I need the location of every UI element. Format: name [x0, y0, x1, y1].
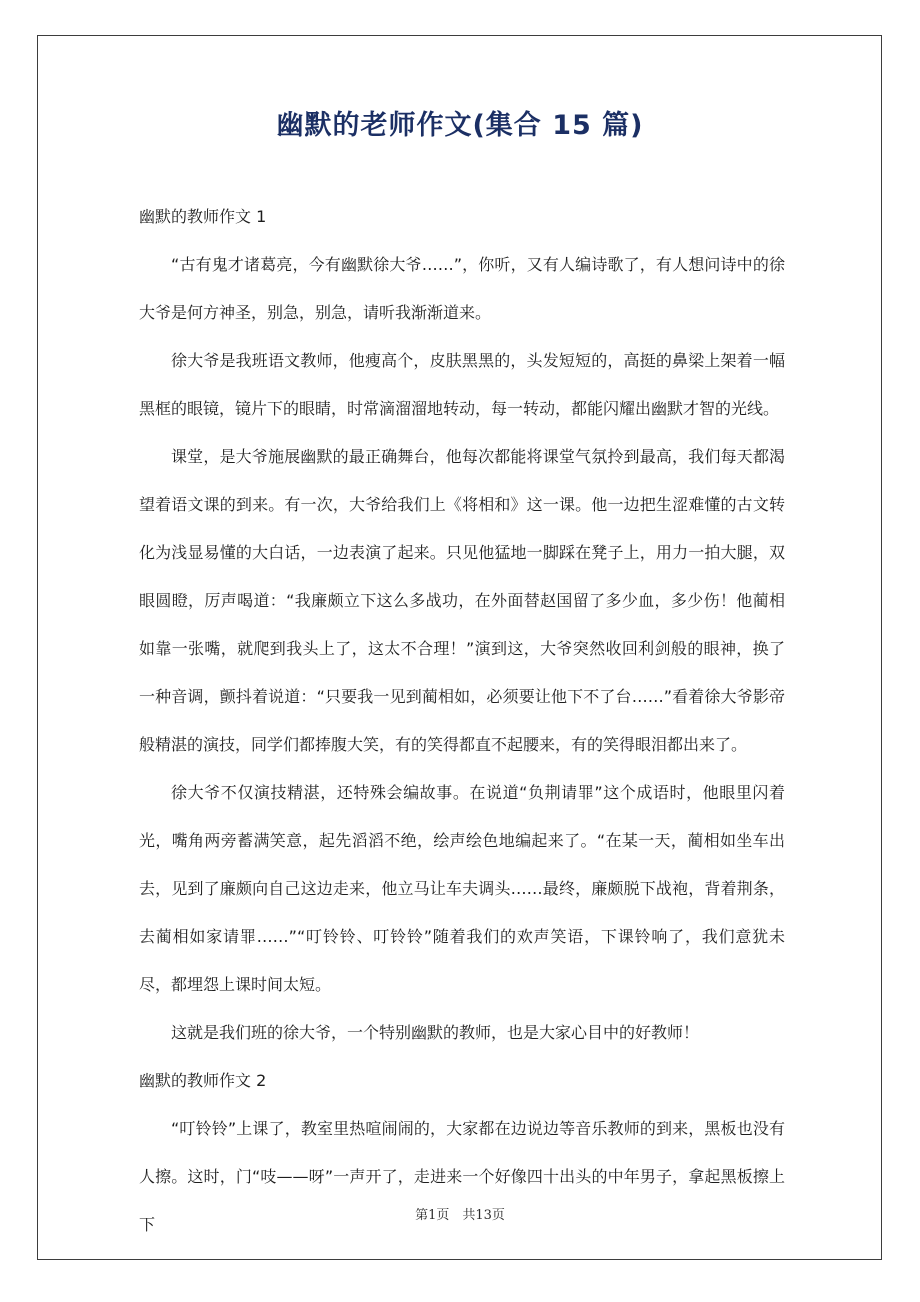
- paragraph: 徐大爷不仅演技精湛，还特殊会编故事。在说道“负荆请罪”这个成语时，他眼里闪着光，嘴角两旁蓄满笑意，起先滔滔不绝，绘声绘色地编起来了。“在某一天，蔺相如坐车出去，见到了廉颇向自己这边走来，他立马让车夫调头……最终，廉颇脱下战袍，背着荆条，去蔺相如家请罪……”“叮铃铃、叮铃铃”随着我们的欢声笑语，下课铃响了，我们意犹未尽，都埋怨上课时间太短。: [139, 783, 785, 994]
- page-footer: 第1页 共13页: [415, 1208, 505, 1223]
- paragraph: “叮铃铃”上课了，教室里热喧闹闹的，大家都在边说边等音乐教师的到来，黑板也没有人擦。这时，门“吱——呀”一声开了，走进来一个好像四十出头的中年男子，拿起黑板擦上下: [139, 1119, 785, 1234]
- document-body: [139, 193, 785, 1249]
- paragraph: 课堂，是大爷施展幽默的最正确舞台，他每次都能将课堂气氛拎到最高，我们每天都渴望着语文课的到来。有一次，大爷给我们上《将相和》这一课。他一边把生涩难懂的古文转化为浅显易懂的大白话，一边表演了起来。只见他猛地一脚踩在凳子上，用力一拍大腿，双眼圆瞪，厉声喝道：“我廉颇立下这么多战功，在外面替赵国留了多少血，多少伤！他蔺相如靠一张嘴，就爬到我头上了，这太不合理！”演到这，大爷突然收回利剑般的眼神，换了一种音调，颤抖着说道：“只要我一见到蔺相如，必须要让他下不了台……”看着徐大爷影帝般精湛的演技，同学们都捧腹大笑，有的笑得都直不起腰来，有的笑得眼泪都出来了。: [139, 447, 785, 754]
- document-title: 幽默的老师作文(集合 15 篇): [276, 110, 644, 141]
- paragraph: “古有鬼才诸葛亮，今有幽默徐大爷……”，你听，又有人编诗歌了，有人想问诗中的徐大爷是何方神圣，别急，别急，请听我渐渐道来。: [139, 255, 785, 322]
- paragraph: 这就是我们班的徐大爷，一个特别幽默的教师，也是大家心目中的好教师！: [171, 1023, 700, 1042]
- paragraph: 徐大爷是我班语文教师，他瘦高个，皮肤黑黑的，头发短短的，高挺的鼻梁上架着一幅黑框的眼镜，镜片下的眼睛，时常滴溜溜地转动，每一转动，都能闪耀出幽默才智的光线。: [139, 351, 785, 418]
- section-heading: 幽默的教师作文 1: [139, 207, 267, 226]
- section-heading: 幽默的教师作文 2: [139, 1071, 267, 1090]
